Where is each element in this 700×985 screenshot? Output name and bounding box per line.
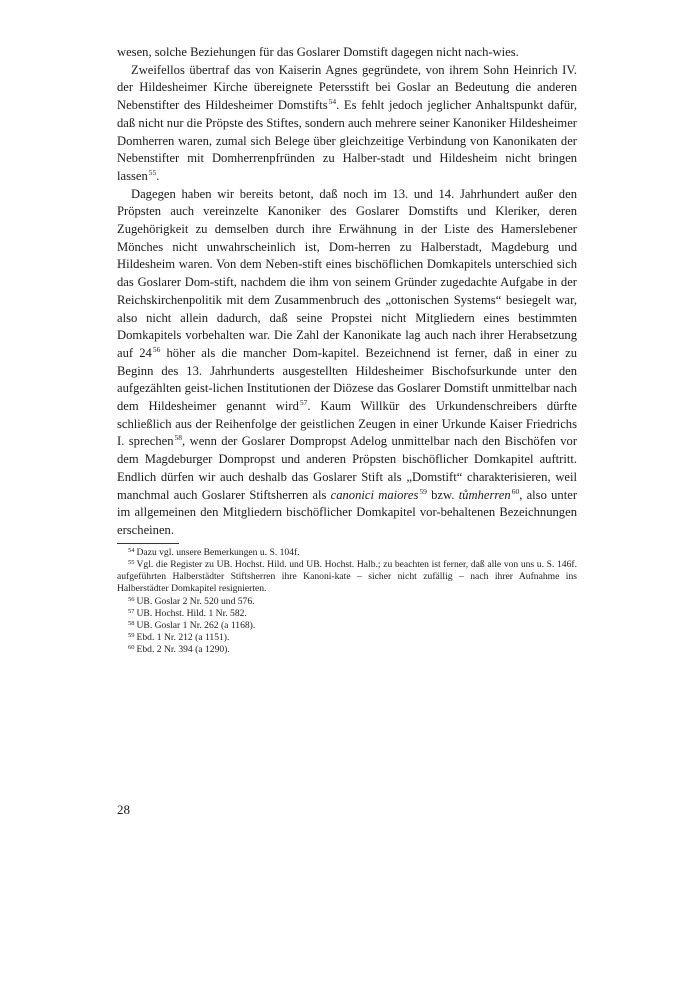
footnote xyxy=(117,547,577,559)
footnote-reference: 58 xyxy=(174,433,183,443)
text-run: . xyxy=(156,168,160,183)
footnote-text: UB. Goslar 2 Nr. 520 und 576. xyxy=(136,595,255,607)
footnotes xyxy=(117,547,577,657)
footnote-text: Ebd. 1 Nr. 212 (a 1151). xyxy=(136,632,230,644)
book-page xyxy=(117,44,577,657)
text-run: . Es fehlt jedoch jeglicher Anhaltspunkt dafür, daß nicht nur die Pröpste des Stiftes, sondern auch mehrere seiner Kanoniker Hildesheimer Domherren waren, zumal sich Belege über gleichzeitige Verbindung von Kanonikaten der Nebenstifter mit Domherrenpfründen zu Halber-stadt und Hildesheim nicht bringen lassen xyxy=(117,98,577,183)
italic-term: canonici maiores xyxy=(330,487,419,502)
text-run: Zweifellos übertraf das von Kaiserin Agnes gegründete, von ihrem Sohn Heinrich IV. der Hildesheimer Kirche übereignete Petersstift bei Goslar an Bedeutung die anderen Nebenstifter des Hildesheimer Domstifts xyxy=(117,62,577,113)
footnote-number: 59 xyxy=(128,632,135,640)
footnote-reference: 56 xyxy=(152,344,161,354)
page-number: 28 xyxy=(117,802,130,817)
body-paragraph xyxy=(117,186,577,540)
body-paragraph xyxy=(117,62,577,186)
footnote-number: 58 xyxy=(128,619,135,627)
footnote-reference: 54 xyxy=(328,97,337,107)
text-run: wesen, solche Beziehungen für das Goslarer Domstift dagegen nicht nach-wies. xyxy=(117,45,519,59)
footnote-number: 54 xyxy=(128,546,135,554)
body-paragraph xyxy=(117,44,577,62)
italic-term: tůmherren xyxy=(458,487,511,502)
footnote-text: Dazu vgl. unsere Bemerkungen u. S. 104f. xyxy=(136,546,300,558)
footnote xyxy=(117,632,577,644)
footnote-reference: 55 xyxy=(148,167,157,177)
footnote xyxy=(117,620,577,632)
footnote xyxy=(117,596,577,608)
footnote-number: 55 xyxy=(128,558,135,566)
text-run: . Kaum Willkür des Urkundenschreibers dürfte schließlich aus der Reihenfolge der geistlichen Zeugen in einer Urkunde Kaiser Friedrichs I. sprechen xyxy=(117,399,577,449)
text-run: höher als die mancher Dom-kapitel. Bezeichnend ist ferner, daß in einer zu Beginn des 13. Jahrhunderts ausgestellten Hildesheimer Bischofsurkunde unter den aufgezählten geist-lichen Institutionen der Diözese das Goslarer Domstift unmittelbar nach dem Hildesheimer genannt wird xyxy=(117,345,577,414)
footnote-number: 57 xyxy=(128,607,135,615)
main-text xyxy=(117,44,577,540)
text-run: Dagegen haben wir bereits betont, daß noch im 13. und 14. Jahrhundert außer den Pröpsten auch vereinzelte Kanoniker des Goslarer Domstifts und Kleriker, deren Zugehörigkeit zu demselben durch ihre Erwähnung in der Liste des Hamerslebener Mönches nicht unwahrscheinlich ist, Dom-herren zu Halberstadt, Magdeburg und Hildesheim waren. Von dem Neben-stift eines bischöflichen Domkapitels unterschied sich das Goslarer Dom-stift, nachdem die ihm von seinem Gründer zugedachte Aufgabe in der Reichskirchenpolitik mit dem Zusammenbruch des „ottonischen Systems“ besiegelt war, also nicht allein dadurch, daß seine Propstei nicht Mitgliedern eines bestimmten Domkapitels vorbehalten war. Die Zahl der Kanonikate lag auch nach ihrer Herabsetzung auf 24 xyxy=(117,186,577,360)
footnote xyxy=(117,644,577,656)
footnote-text: Ebd. 2 Nr. 394 (a 1290). xyxy=(136,644,230,656)
footnote-text: Vgl. die Register zu UB. Hochst. Hild. und UB. Hochst. Halb.; zu beachten ist ferner, daß alle von uns u. S. 146f. aufgeführten Halberstädter Stiftsherren ihre Kanoni-kate – sicher nicht zufällig – nach ihrer Aufnahme ins Halberstädter Domkapitel resignierten. xyxy=(117,558,577,595)
text-run: , wenn der Goslarer Dompropst Adelog unmittelbar nach den Bischöfen vor dem Magdeburger Dompropst und anderen Pröpsten bischöflicher Domkapitel auftritt. Endlich dürfen wir auch deshalb das Goslarer Stift als „Domstift“ charakterisieren, weil manchmal auch Goslarer Stiftsherren als xyxy=(117,434,578,502)
text-run: , also unter im allgemeinen den Mitgliedern bischöflicher Domkapitel vor-behaltenen Bezeichnungen erscheinen. xyxy=(117,487,578,537)
text-run: bzw. xyxy=(426,487,459,502)
footnote-number: 56 xyxy=(128,595,135,603)
footnote-text: UB. Goslar 1 Nr. 262 (a 1168). xyxy=(136,619,256,631)
footnote-reference: 59 xyxy=(419,486,427,496)
footnote-text: UB. Hochst. Hild. 1 Nr. 582. xyxy=(136,607,247,619)
footnote-reference: 60 xyxy=(511,486,520,496)
footnote-number: 60 xyxy=(128,644,135,652)
footnote-reference: 57 xyxy=(299,398,308,408)
footnote xyxy=(117,559,577,596)
footnote-divider xyxy=(117,543,179,544)
footnote xyxy=(117,608,577,620)
